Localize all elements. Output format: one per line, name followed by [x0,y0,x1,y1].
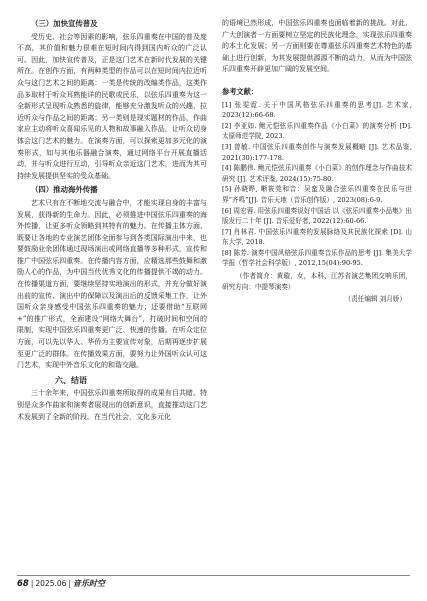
footer-separator: | [30,579,34,588]
references-title: 参考文献： [222,86,258,96]
page-number: 68 [17,579,29,589]
reference-item: [3] 曾敏. 中国弦乐四重奏创作与演奏发展概略 [J]. 艺术品鉴, 2021(30):177-178. [222,142,412,162]
reference-item: [5] 孙晓晔, 晰筱莞和音：吴蛮及融合弦乐四重奏在民乐与世界“齐鸣”[J]. 音乐天地（音乐创作版）, 2023(08):6-9. [222,185,412,204]
section-heading-conclusion: 六、结语 [55,375,87,385]
reference-item: [7] 肖林君. 中国弦乐四重奏的发展脉络及其民族化探索 [D]. 山东大学, 2018. [222,227,412,247]
author-note: （作者简介：黄璇，女，本科，江苏省演艺集团交响乐团，研究方向：中提琴演奏） [222,272,412,291]
journal-name: 音乐时空 [72,579,105,588]
footer-rule [17,575,410,576]
section-heading-promotion: （三）加快宣传普及 [31,19,98,28]
paragraph-promotion: 受历史、社会等因素的影响，弦乐四重奏在中国的普及度不高，其价值和魅力很难在短时间内得到国内听众的广泛认可。因此，加快宣传普及，正是这门艺术在新时代发展的关键所在。在创作方面，有两种类型的作品可以在短时间内拉近听众与这门艺术之间的距离：一类是传统的改编类作品，这类作品多取材于听众耳熟能详的民歌或民乐，以弦乐四重奏为这一全新形式呈现听众熟悉的旋律，能够充分激发听众的兴趣，拉近听众与作品之间的距离；另一类则是现实题材的作品，作曲家应主动将听众喜闻乐见的人物和故事融入作品，让听众切身体会这门艺术的魅力。在演奏方面，可以探索更加多元化的演奏形式，如与其他乐器融合演奏，通过网络平台开展直播活动，并与听众进行互动，引导听众亲近这门艺术，进而为其可持续发展提供坚实的受众基础。 [17,32,207,180]
reference-item: [6] 周宏蓉. 用弦乐四重奏说好中国话 以《弦乐四重奏小品集》出版发行二十年 [J]. 音乐爱好者, 2022(12):60-66. [222,206,412,226]
reference-item: [2] 李亚如. 鲍元恺弦乐四重奏作品《小白菜》的演奏分析 [D]. 太原师范学院, 2023. [222,121,412,141]
section-heading-overseas: （四）推动海外传播 [31,185,98,195]
paragraph-conclusion-continued: 的语境已然形成，中国弦乐四重奏也面临着新的挑战。对此，广大创演者一方面要树立坚定的民族化理念，实现弦乐四重奏的本土化发展；另一方面则要在尊重弦乐四重奏艺术特色的基础上进行创新，为其发展提供源源不断的动力，从而为中国弦乐四重奏开辟更加广阔的发展空间。 [222,19,412,74]
right-column [222,18,412,305]
issue-label: 2025.06 [35,579,67,588]
paragraph-overseas: 艺术只有在不断地交流与融合中，才能实现自身的丰富与发展，获得新的生命力。因此，必须推进中国弦乐四重奏的海外传播，让更多听众领略到其特有的魅力。在传播主体方面，既要让各地的专业演艺团体全面参与到各类国际演出中来，也要鼓励业余团体通过现场演出或网络直播等多种形式，宣传和推广中国弦乐四重奏。在传播内容方面，应精选那些鼓舞和激励人心的作品，为中国当代优秀文化的传播提供不竭的动力。在传播渠道方面，要继续坚持实地演出的形式，并充分做好演出前的宣传、演出中的保障以及演出后的反馈采集工作，让外国听众亲身感受中国弦乐四重奏的魅力；还要借助“互联网+”的推广形式，全面建设“网络大舞台”，打破时间和空间的限制，实现中国弦乐四重奏更广泛、快速的传播。在听众定位方面，可以先以华人、华侨为主要宣传对象，后期再逐步扩展至更广泛的群体。在传播效果方面，要努力让外国听众认可这门艺术，实现中外音乐文化的和谐交融。 [17,198,207,370]
references-list [222,100,412,270]
reference-item: [1] 张雯霓. 关于中国风格弦乐四重奏的思考[J]. 艺术家, 2023(12):66-68. [222,100,412,120]
footer-separator: | [68,579,71,588]
left-column [17,18,207,423]
reference-item: [4] 陈鹏伟. 鲍元恺弦乐四重奏《小白菜》的创作理念与作曲技术研究 [J]. 艺术评鉴, 2024(15):75-80. [222,164,412,183]
editor-note: （责任编辑 刘月娇） [344,295,406,304]
reference-item: [8] 陈芳. 演奏中国风格弦乐四重奏音乐作品的思考 [J]. 集美大学学报（哲学社会科学版）, 2012,15(04):90-95. [222,248,412,268]
paragraph-conclusion: 三十余年来，中国弦乐四重奏所取得的成果有目共睹。特别是众多作曲家和演奏者展现出的创新意识，直接推动这门艺术发展到了全新的阶段。在当代社会，文化多元化 [17,389,207,421]
page-footer [17,578,105,590]
